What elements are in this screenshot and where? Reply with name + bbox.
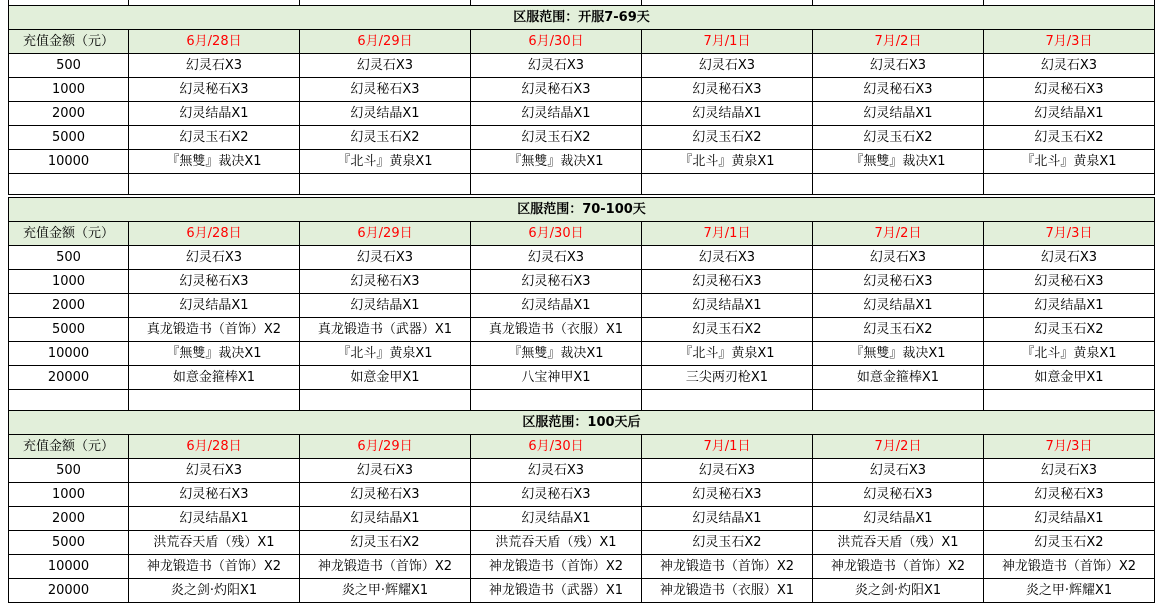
- reward-cell[interactable]: 幻灵石X3: [642, 54, 813, 78]
- reward-cell[interactable]: 幻灵秘石X3: [471, 270, 642, 294]
- reward-cell[interactable]: 幻灵玉石X2: [642, 531, 813, 555]
- reward-cell[interactable]: 『無雙』裁决X1: [813, 150, 984, 174]
- date-header[interactable]: 7月/3日: [984, 222, 1155, 246]
- blank-row: [9, 390, 1155, 411]
- table-row: [9, 342, 1155, 366]
- reward-cell[interactable]: 幻灵玉石X2: [813, 318, 984, 342]
- reward-table: [8, 0, 1155, 603]
- reward-cell[interactable]: 洪荒吞天盾（残）X1: [471, 531, 642, 555]
- reward-cell[interactable]: 幻灵石X3: [813, 246, 984, 270]
- reward-cell[interactable]: 幻灵结晶X1: [984, 507, 1155, 531]
- reward-cell[interactable]: 炎之甲·辉耀X1: [300, 579, 471, 603]
- date-header[interactable]: 6月/30日: [471, 435, 642, 459]
- date-header[interactable]: 7月/2日: [813, 222, 984, 246]
- section-title-row: [9, 411, 1155, 435]
- date-header[interactable]: 7月/2日: [813, 30, 984, 54]
- table-row: [9, 126, 1155, 150]
- reward-cell[interactable]: 幻灵秘石X3: [129, 483, 300, 507]
- reward-cell[interactable]: 炎之剑·灼阳X1: [129, 579, 300, 603]
- empty-cell[interactable]: [9, 390, 129, 411]
- empty-cell[interactable]: [300, 390, 471, 411]
- reward-cell[interactable]: 幻灵玉石X2: [300, 531, 471, 555]
- date-header[interactable]: 6月/29日: [300, 30, 471, 54]
- amount-cell[interactable]: 10000: [9, 342, 129, 366]
- empty-cell[interactable]: [300, 174, 471, 195]
- reward-cell[interactable]: 幻灵结晶X1: [642, 102, 813, 126]
- date-header[interactable]: 6月/28日: [129, 30, 300, 54]
- reward-cell[interactable]: 幻灵石X3: [129, 246, 300, 270]
- reward-cell[interactable]: 幻灵秘石X3: [813, 78, 984, 102]
- reward-cell[interactable]: 幻灵石X3: [129, 54, 300, 78]
- reward-cell[interactable]: 炎之剑·灼阳X1: [813, 579, 984, 603]
- amount-cell[interactable]: 500: [9, 54, 129, 78]
- reward-cell[interactable]: 幻灵石X3: [642, 459, 813, 483]
- reward-cell[interactable]: 幻灵秘石X3: [984, 483, 1155, 507]
- amount-cell[interactable]: 1000: [9, 270, 129, 294]
- reward-cell[interactable]: 神龙锻造书（首饰）X2: [984, 555, 1155, 579]
- date-header[interactable]: 6月/30日: [471, 30, 642, 54]
- reward-cell[interactable]: 幻灵玉石X2: [984, 318, 1155, 342]
- reward-cell[interactable]: 幻灵结晶X1: [300, 294, 471, 318]
- date-header[interactable]: 7月/1日: [642, 435, 813, 459]
- reward-cell[interactable]: 幻灵秘石X3: [642, 270, 813, 294]
- date-header[interactable]: 6月/30日: [471, 222, 642, 246]
- reward-cell[interactable]: 幻灵秘石X3: [642, 78, 813, 102]
- table-row: [9, 507, 1155, 531]
- reward-cell[interactable]: 幻灵秘石X3: [471, 483, 642, 507]
- table-row: [9, 78, 1155, 102]
- table-row: [9, 150, 1155, 174]
- amount-cell[interactable]: 10000: [9, 555, 129, 579]
- reward-cell[interactable]: 幻灵结晶X1: [300, 507, 471, 531]
- empty-cell[interactable]: [471, 174, 642, 195]
- section-title[interactable]: 区服范围：70-100天: [9, 198, 1155, 222]
- reward-cell[interactable]: 『北斗』黄泉X1: [984, 342, 1155, 366]
- reward-cell[interactable]: 如意金甲X1: [984, 366, 1155, 390]
- reward-cell[interactable]: 洪荒吞天盾（残）X1: [813, 531, 984, 555]
- amount-cell[interactable]: 500: [9, 246, 129, 270]
- reward-cell[interactable]: 幻灵秘石X3: [813, 270, 984, 294]
- reward-cell[interactable]: 如意金箍棒X1: [129, 366, 300, 390]
- reward-cell[interactable]: 三尖两刃枪X1: [642, 366, 813, 390]
- empty-cell[interactable]: [813, 390, 984, 411]
- reward-cell[interactable]: 幻灵玉石X2: [642, 126, 813, 150]
- reward-cell[interactable]: 洪荒吞天盾（残）X1: [129, 531, 300, 555]
- amount-cell[interactable]: 5000: [9, 126, 129, 150]
- reward-cell[interactable]: 幻灵结晶X1: [813, 507, 984, 531]
- reward-cell[interactable]: 真龙锻造书（武器）X1: [300, 318, 471, 342]
- empty-cell[interactable]: [984, 390, 1155, 411]
- reward-cell[interactable]: 幻灵结晶X1: [471, 507, 642, 531]
- empty-cell[interactable]: [9, 174, 129, 195]
- amount-header[interactable]: 充值金额（元）: [9, 435, 129, 459]
- amount-cell[interactable]: 500: [9, 459, 129, 483]
- reward-cell[interactable]: 『北斗』黄泉X1: [642, 342, 813, 366]
- reward-cell[interactable]: 如意金甲X1: [300, 366, 471, 390]
- reward-cell[interactable]: 『無雙』裁决X1: [471, 342, 642, 366]
- reward-cell[interactable]: 幻灵石X3: [813, 54, 984, 78]
- table-row: [9, 270, 1155, 294]
- reward-cell[interactable]: 『無雙』裁决X1: [813, 342, 984, 366]
- reward-cell[interactable]: 幻灵石X3: [984, 459, 1155, 483]
- reward-cell[interactable]: 幻灵秘石X3: [129, 78, 300, 102]
- reward-cell[interactable]: 幻灵石X3: [300, 54, 471, 78]
- reward-cell[interactable]: 『無雙』裁决X1: [129, 342, 300, 366]
- reward-cell[interactable]: 幻灵结晶X1: [984, 294, 1155, 318]
- reward-cell[interactable]: 幻灵秘石X3: [984, 270, 1155, 294]
- reward-cell[interactable]: 神龙锻造书（首饰）X2: [471, 555, 642, 579]
- reward-cell[interactable]: 『北斗』黄泉X1: [984, 150, 1155, 174]
- date-header[interactable]: 6月/29日: [300, 222, 471, 246]
- reward-cell[interactable]: 幻灵石X3: [471, 54, 642, 78]
- reward-cell[interactable]: 幻灵玉石X2: [984, 126, 1155, 150]
- reward-cell[interactable]: 幻灵石X3: [813, 459, 984, 483]
- reward-cell[interactable]: 幻灵秘石X3: [642, 483, 813, 507]
- table-row: [9, 294, 1155, 318]
- header-row: [9, 435, 1155, 459]
- date-header[interactable]: 7月/3日: [984, 435, 1155, 459]
- reward-cell[interactable]: 炎之甲·辉耀X1: [984, 579, 1155, 603]
- amount-header[interactable]: 充值金额（元）: [9, 222, 129, 246]
- reward-cell[interactable]: 幻灵石X3: [642, 246, 813, 270]
- reward-cell[interactable]: 幻灵石X3: [129, 459, 300, 483]
- reward-cell[interactable]: 幻灵玉石X2: [471, 126, 642, 150]
- reward-cell[interactable]: 幻灵结晶X1: [984, 102, 1155, 126]
- reward-cell[interactable]: 幻灵石X3: [984, 54, 1155, 78]
- reward-cell[interactable]: 幻灵结晶X1: [300, 102, 471, 126]
- header-row: [9, 30, 1155, 54]
- amount-cell[interactable]: 2000: [9, 102, 129, 126]
- reward-cell[interactable]: 幻灵秘石X3: [471, 78, 642, 102]
- section-title-row: [9, 6, 1155, 30]
- reward-cell[interactable]: 幻灵石X3: [300, 459, 471, 483]
- reward-cell[interactable]: 幻灵结晶X1: [813, 102, 984, 126]
- reward-cell[interactable]: 神龙锻造书（首饰）X2: [813, 555, 984, 579]
- amount-cell[interactable]: 1000: [9, 483, 129, 507]
- reward-cell[interactable]: 幻灵结晶X1: [129, 507, 300, 531]
- reward-cell[interactable]: 幻灵玉石X2: [642, 318, 813, 342]
- empty-cell[interactable]: [642, 390, 813, 411]
- reward-cell[interactable]: 幻灵结晶X1: [129, 294, 300, 318]
- date-header[interactable]: 6月/28日: [129, 222, 300, 246]
- date-header[interactable]: 7月/2日: [813, 435, 984, 459]
- table-row: [9, 483, 1155, 507]
- empty-cell[interactable]: [129, 174, 300, 195]
- section-title[interactable]: 区服范围：开服7-69天: [9, 6, 1155, 30]
- date-header[interactable]: 7月/1日: [642, 222, 813, 246]
- table-row: [9, 246, 1155, 270]
- reward-cell[interactable]: 神龙锻造书（首饰）X2: [642, 555, 813, 579]
- reward-cell[interactable]: 幻灵石X3: [300, 246, 471, 270]
- reward-cell[interactable]: 真龙锻造书（衣服）X1: [471, 318, 642, 342]
- amount-header[interactable]: 充值金额（元）: [9, 30, 129, 54]
- section-title-row: [9, 198, 1155, 222]
- reward-cell[interactable]: 神龙锻造书（首饰）X2: [300, 555, 471, 579]
- reward-cell[interactable]: 神龙锻造书（武器）X1: [471, 579, 642, 603]
- amount-cell[interactable]: 2000: [9, 294, 129, 318]
- empty-cell[interactable]: [642, 174, 813, 195]
- reward-cell[interactable]: 幻灵结晶X1: [813, 294, 984, 318]
- section-title[interactable]: 区服范围：100天后: [9, 411, 1155, 435]
- reward-cell[interactable]: 幻灵结晶X1: [642, 507, 813, 531]
- header-row: [9, 222, 1155, 246]
- reward-cell[interactable]: 幻灵玉石X2: [300, 126, 471, 150]
- table-row: [9, 318, 1155, 342]
- date-header[interactable]: 7月/3日: [984, 30, 1155, 54]
- reward-cell[interactable]: 幻灵玉石X2: [129, 126, 300, 150]
- reward-cell[interactable]: 『無雙』裁决X1: [129, 150, 300, 174]
- table-row: [9, 366, 1155, 390]
- amount-cell[interactable]: 2000: [9, 507, 129, 531]
- reward-cell[interactable]: 幻灵秘石X3: [984, 78, 1155, 102]
- reward-cell[interactable]: 幻灵结晶X1: [471, 102, 642, 126]
- table-row: [9, 102, 1155, 126]
- empty-cell[interactable]: [984, 174, 1155, 195]
- reward-cell[interactable]: 幻灵石X3: [471, 246, 642, 270]
- reward-cell[interactable]: 幻灵结晶X1: [471, 294, 642, 318]
- date-header[interactable]: 7月/1日: [642, 30, 813, 54]
- table-row: [9, 54, 1155, 78]
- table-row: [9, 579, 1155, 603]
- reward-cell[interactable]: 神龙锻造书（首饰）X2: [129, 555, 300, 579]
- reward-cell[interactable]: 幻灵秘石X3: [813, 483, 984, 507]
- reward-cell[interactable]: 幻灵玉石X2: [984, 531, 1155, 555]
- table-row: [9, 531, 1155, 555]
- reward-cell[interactable]: 『北斗』黄泉X1: [300, 150, 471, 174]
- reward-cell[interactable]: 『北斗』黄泉X1: [642, 150, 813, 174]
- reward-cell[interactable]: 幻灵石X3: [984, 246, 1155, 270]
- reward-cell[interactable]: 幻灵秘石X3: [300, 270, 471, 294]
- reward-cell[interactable]: 八宝神甲X1: [471, 366, 642, 390]
- amount-cell[interactable]: 20000: [9, 366, 129, 390]
- reward-cell[interactable]: 『北斗』黄泉X1: [300, 342, 471, 366]
- date-header[interactable]: 6月/28日: [129, 435, 300, 459]
- reward-cell[interactable]: 神龙锻造书（衣服）X1: [642, 579, 813, 603]
- empty-cell[interactable]: [813, 174, 984, 195]
- reward-cell[interactable]: 幻灵秘石X3: [129, 270, 300, 294]
- amount-cell[interactable]: 5000: [9, 318, 129, 342]
- amount-cell[interactable]: 20000: [9, 579, 129, 603]
- empty-cell[interactable]: [471, 390, 642, 411]
- reward-cell[interactable]: 幻灵玉石X2: [813, 126, 984, 150]
- reward-cell[interactable]: 真龙锻造书（首饰）X2: [129, 318, 300, 342]
- reward-cell[interactable]: 幻灵秘石X3: [300, 78, 471, 102]
- reward-cell[interactable]: 如意金箍棒X1: [813, 366, 984, 390]
- reward-cell[interactable]: 幻灵石X3: [471, 459, 642, 483]
- blank-row: [9, 174, 1155, 195]
- date-header[interactable]: 6月/29日: [300, 435, 471, 459]
- table-row: [9, 555, 1155, 579]
- amount-cell[interactable]: 10000: [9, 150, 129, 174]
- reward-cell[interactable]: 幻灵结晶X1: [129, 102, 300, 126]
- reward-cell[interactable]: 『無雙』裁决X1: [471, 150, 642, 174]
- table-row: [9, 459, 1155, 483]
- amount-cell[interactable]: 1000: [9, 78, 129, 102]
- empty-cell[interactable]: [129, 390, 300, 411]
- amount-cell[interactable]: 5000: [9, 531, 129, 555]
- reward-cell[interactable]: 幻灵秘石X3: [300, 483, 471, 507]
- reward-cell[interactable]: 幻灵结晶X1: [642, 294, 813, 318]
